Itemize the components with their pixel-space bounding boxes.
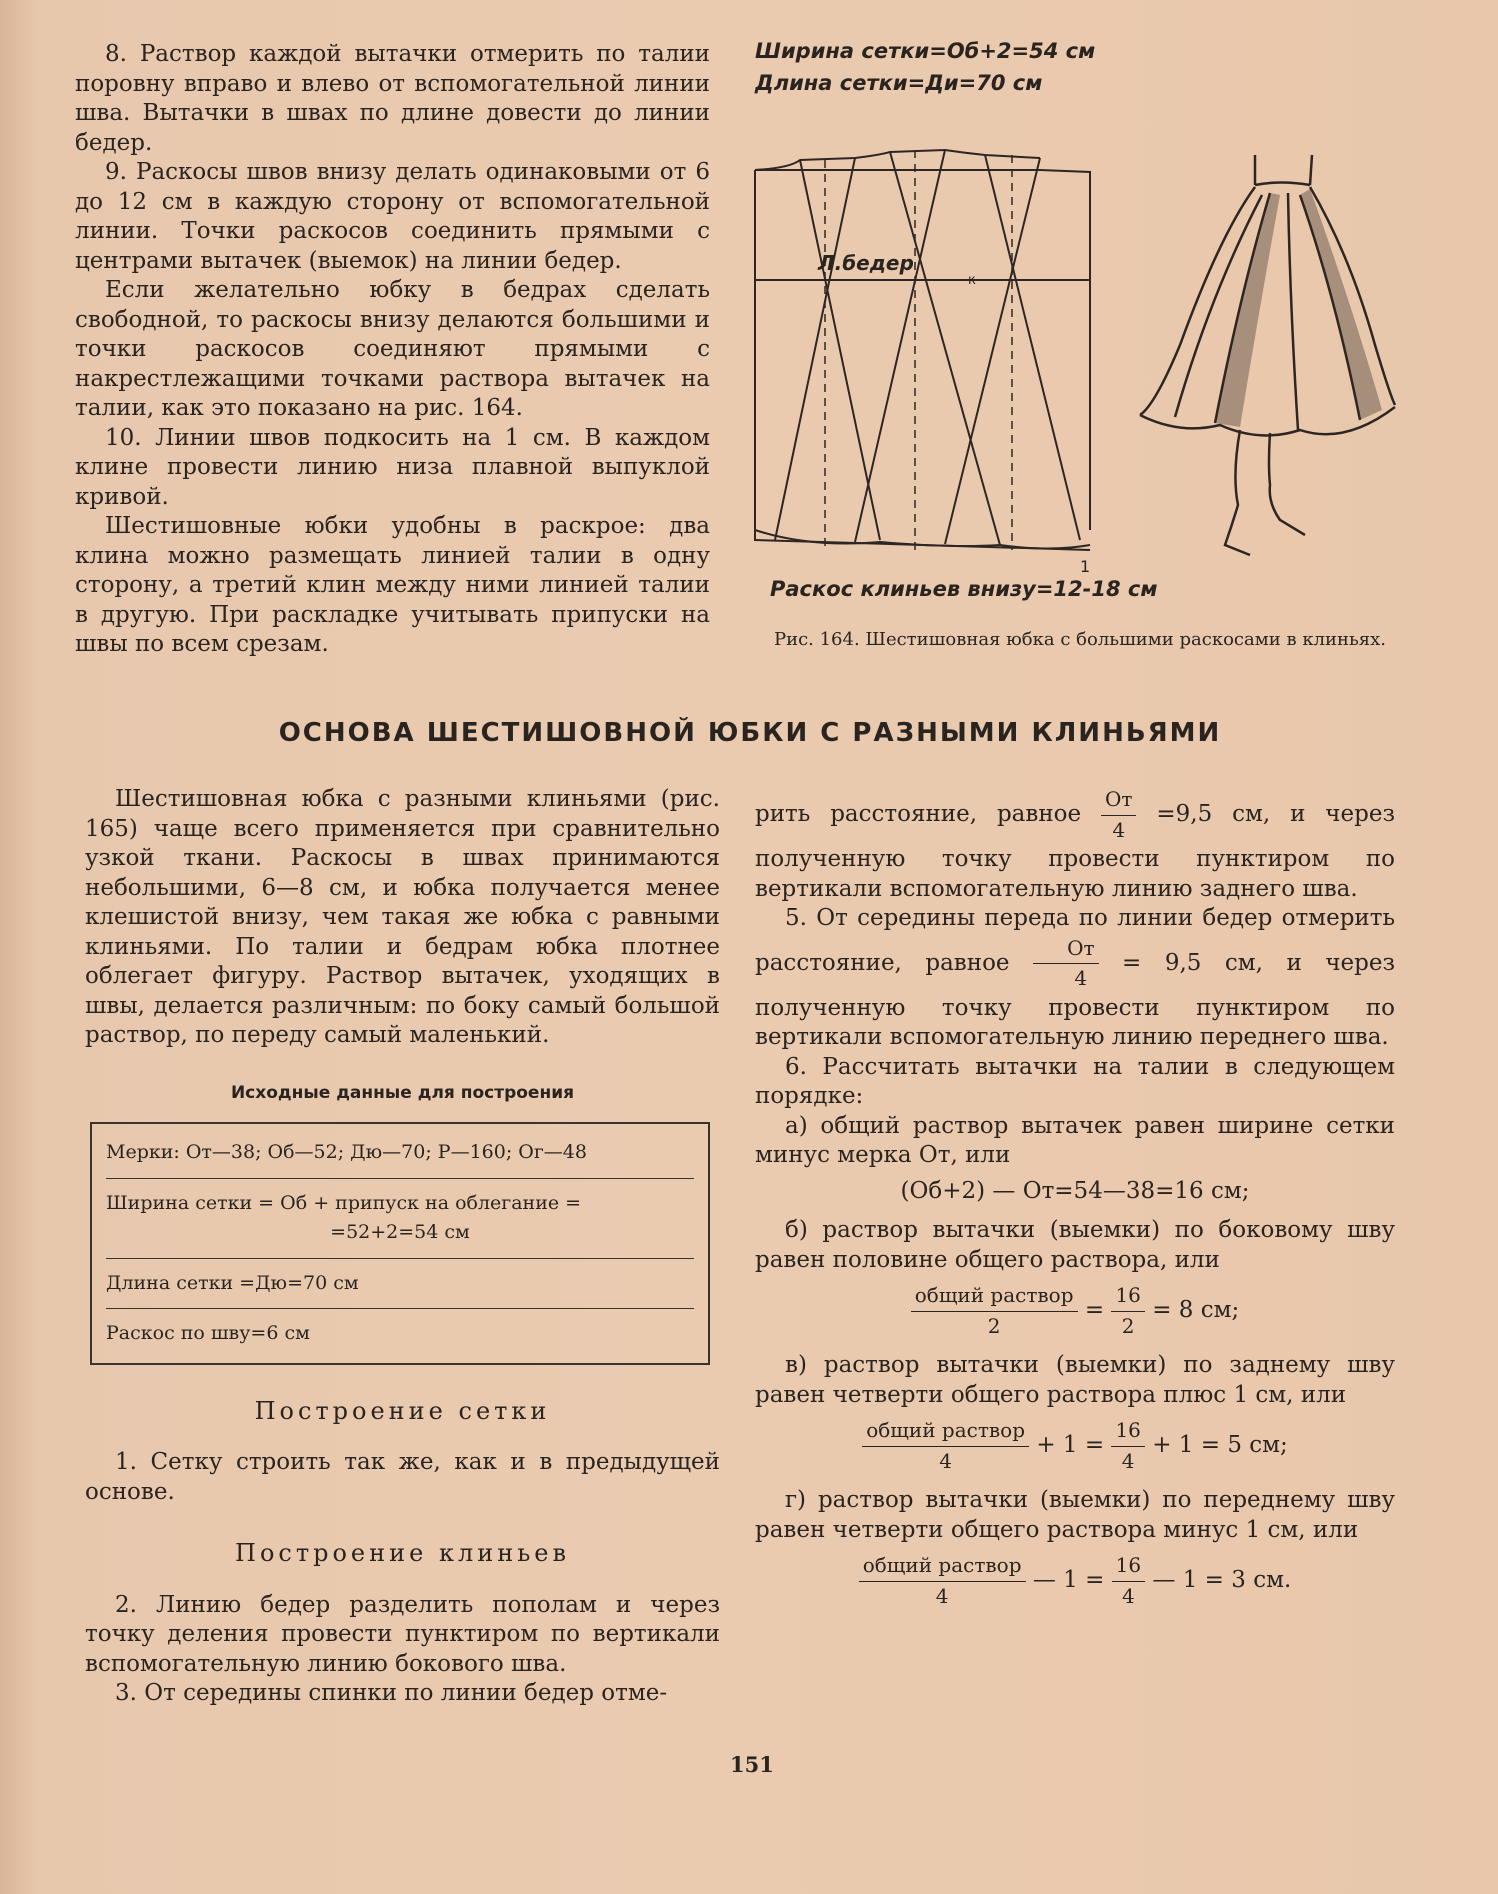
grid-width-row bbox=[106, 1179, 694, 1259]
step-5 bbox=[755, 904, 1395, 1053]
paragraph-8: 8. Раствор каждой вытачки отмерить по талии поровну вправо и влево от вспомогательной линии шва. Вытачки в швах по длине довести до линии бедер. bbox=[75, 41, 710, 156]
grid-width-line-1: Ширина сетки = Об + припуск на облегание = bbox=[106, 1191, 582, 1214]
formula-d: $\frac{\text{общий раствор}}{4}$ — 1 = $\frac{16}{4}$ — 1 = 3 см. bbox=[755, 1551, 1395, 1611]
grid-width-line-2: =52+2=54 см bbox=[330, 1221, 470, 1243]
formula-b: $\frac{\text{общий раствор}}{2}$ = $\frac{16}{2}$ = 8 см; bbox=[755, 1281, 1395, 1341]
skirt-illustration bbox=[1120, 125, 1420, 585]
wedge-step-2: 2. Линию бедер разделить пополам и через точку деления провести пунктиром по вертикали вспомогательную линию бокового шва. bbox=[85, 1591, 720, 1677]
step-6a: а) общий раствор вытачек равен ширине сетки минус мерка От, или bbox=[755, 1112, 1395, 1168]
paragraph-9: 9. Раскосы швов внизу делать одинаковыми от 6 до 12 см в каждую сторону от вспомогательной линии. Точки раскосов соединить прямыми с центрами вытачек (выемок) на линии бедер. bbox=[75, 159, 710, 274]
pattern-draft-diagram bbox=[750, 120, 1110, 580]
section-title: ОСНОВА ШЕСТИШОВНОЙ ЮБКИ С РАЗНЫМИ КЛИНЬЯМИ bbox=[278, 718, 1222, 748]
formula-c: $\frac{\text{общий раствор}}{4}$ + 1 = $\frac{16}{4}$ + 1 = 5 см; bbox=[755, 1416, 1395, 1476]
step-5-text-a: 5. От середины переда по линии бедер отмерить расстояние, равное bbox=[755, 905, 1395, 976]
fraction-ot-4: $\frac{От}{4}$ bbox=[1101, 785, 1136, 845]
figure-caption: Рис. 164. Шестишовная юбка с большими раскосами в клиньях. bbox=[773, 629, 1387, 650]
heading-wedge-construction: Построение клиньев bbox=[235, 1539, 570, 1567]
initial-data-table bbox=[90, 1122, 710, 1365]
fraction-ot-4-second: $\frac{От}{4}$ bbox=[1033, 934, 1098, 994]
intro-paragraph: Шестишовная юбка с разными клиньями (рис. 165) чаще всего применяется при сравнительно узкой ткани. Раскосы в швах принимаются небольшими, 6—8 см, и юбка получается менее клешистой внизу, чем такая же юбка с равными клиньями. По талии и бедрам юбка плотнее облегает фигуру. Раствор вытачек, уходящих в швы, делается различным: по боку самый большой раствор, по переду самый маленький. bbox=[85, 786, 720, 1048]
formula-a: (Об+2) — От=54—38=16 см; bbox=[900, 1177, 1250, 1204]
step-3-text-b: =9,5 см, и через полученную точку провести пунктиром по вертикали вспомогательную линию заднего шва. bbox=[755, 801, 1395, 902]
step-6d: г) раствор вытачки (выемки) по переднему шву равен четверти общего раствора минус 1 см, или bbox=[755, 1487, 1395, 1543]
step-5-text-b: = 9,5 см, и через полученную точку провести пунктиром по вертикали вспомогательную линию переднего шва. bbox=[755, 949, 1396, 1050]
mark-k: к bbox=[968, 273, 976, 288]
note-grid-length: Длина сетки=Ди=70 см bbox=[755, 71, 1043, 95]
bottom-left-column bbox=[85, 785, 720, 1709]
step-6c: в) раствор вытачки (выемки) по заднему шву равен четверти общего раствора плюс 1 см, или bbox=[755, 1352, 1395, 1408]
wedge-step-3: 3. От середины спинки по линии бедер отме- bbox=[115, 1680, 668, 1706]
step-3-text-a: рить расстояние, равное bbox=[755, 801, 1082, 827]
paragraph-cutting: Шестишовные юбки удобны в раскрое: два клина можно размещать линией талии в одну сторону, а третий клин между ними линией талии в другую. При раскладке учитывать припуски на швы по всем срезам. bbox=[75, 513, 710, 657]
bottom-right-column bbox=[755, 785, 1395, 1621]
seam-bevel-row: Раскос по шву=6 см bbox=[106, 1322, 310, 1344]
step-3-continued bbox=[755, 785, 1395, 904]
figure-164 bbox=[750, 35, 1450, 695]
grid-step-1: 1. Сетку строить так же, как и в предыдущей основе. bbox=[85, 1449, 720, 1505]
page-number: 151 bbox=[730, 1752, 774, 1777]
heading-grid-construction: Построение сетки bbox=[254, 1396, 551, 1425]
measurements-row: Мерки: От—38; Об—52; Дю—70; Р—160; Ог—48 bbox=[106, 1128, 694, 1179]
paragraph-free-hips: Если желательно юбку в бедрах сделать свободной, то раскосы внизу делаются большими и точки раскосов соединяют прямыми с накрестлежащими точками раствора вытачек на талии, как это показано на рис. 164. bbox=[75, 277, 710, 421]
step-6: 6. Рассчитать вытачки на талии в следующем порядке: bbox=[755, 1053, 1395, 1109]
mark-1: 1 bbox=[1080, 557, 1091, 576]
note-wedge-bevel: Раскос клиньев внизу=12-18 см bbox=[770, 577, 1158, 601]
note-grid-width: Ширина сетки=Об+2=54 см bbox=[755, 39, 1096, 63]
grid-length-row: Длина сетки =Дю=70 см bbox=[106, 1259, 694, 1310]
top-left-column bbox=[75, 40, 710, 660]
step-6b: б) раствор вытачки (выемки) по боковому шву равен половине общего раствора, или bbox=[755, 1217, 1395, 1273]
initial-data-heading: Исходные данные для построения bbox=[230, 1082, 575, 1103]
hip-line-label: Л.бедер bbox=[818, 251, 914, 275]
paragraph-10: 10. Линии швов подкосить на 1 см. В каждом клине провести линию низа плавной выпуклой кривой. bbox=[75, 424, 710, 510]
